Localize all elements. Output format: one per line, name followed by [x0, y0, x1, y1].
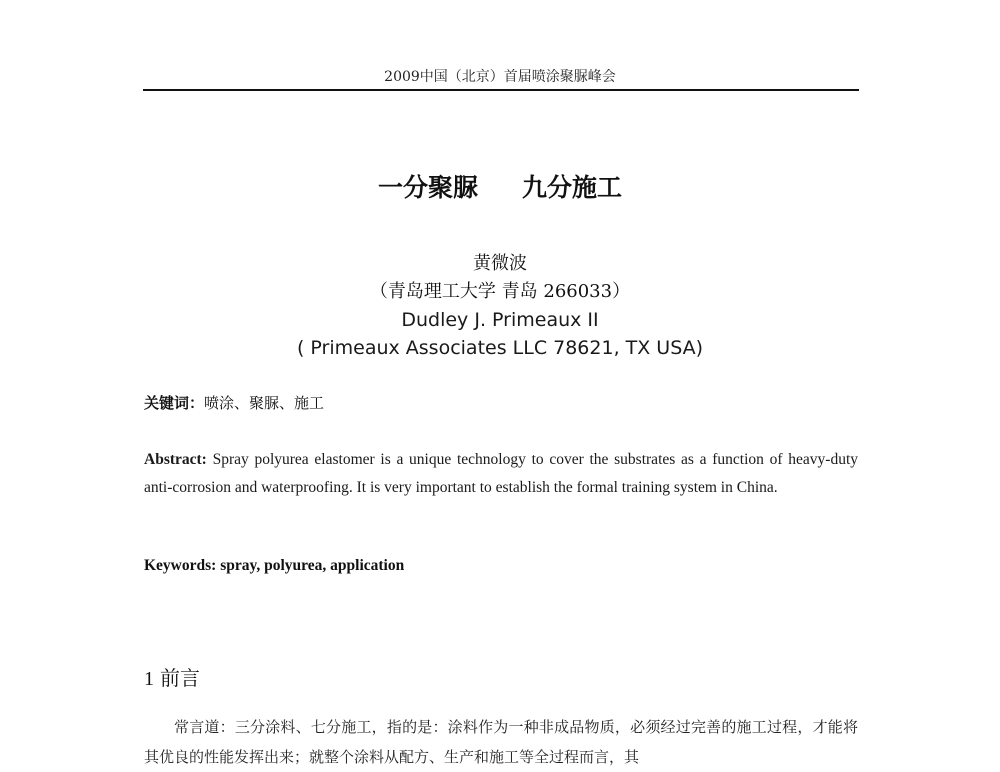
- title-part-2: 九分施工: [522, 173, 623, 202]
- author-name-zh: 黄微波: [473, 253, 527, 274]
- paper-title: [0, 168, 1000, 204]
- author-affiliation-zh: （青岛理工大学 青岛 266033）: [369, 281, 631, 302]
- keywords-en-text: spray, polyurea, application: [216, 557, 405, 574]
- header-divider: [143, 89, 859, 91]
- section-title: 前言: [160, 666, 200, 690]
- author-name-en: Dudley J. Primeaux II: [401, 309, 599, 331]
- abstract-label: Abstract:: [144, 451, 207, 468]
- section-number: 1: [144, 668, 154, 690]
- running-header: 2009中国（北京）首届喷涂聚脲峰会: [384, 69, 616, 85]
- section-heading: [144, 662, 200, 691]
- author-block: [0, 250, 1000, 362]
- keywords-zh: [144, 392, 324, 413]
- abstract: [144, 446, 858, 502]
- abstract-text: Spray polyurea elastomer is a unique technology to cover the substrates as a function of heavy-duty anti-corrosion and waterproofing. It is very important to establish the formal training system in China.: [144, 451, 858, 496]
- keywords-en-label: Keywords:: [144, 557, 217, 574]
- keywords-en: [144, 557, 404, 575]
- section-paragraph: 常言道：三分涂料、七分施工，指的是：涂料作为一种非成品物质，必须经过完善的施工过程，才能将其优良的性能发挥出来；就整个涂料从配方、生产和施工等全过程而言，其: [144, 718, 858, 766]
- keywords-zh-label: 关键词：: [144, 394, 205, 412]
- author-affiliation-en: ( Primeaux Associates LLC 78621, TX USA): [296, 337, 704, 359]
- title-part-1: 一分聚脲: [377, 173, 478, 202]
- keywords-zh-text: 喷涂、聚脲、施工: [204, 394, 325, 412]
